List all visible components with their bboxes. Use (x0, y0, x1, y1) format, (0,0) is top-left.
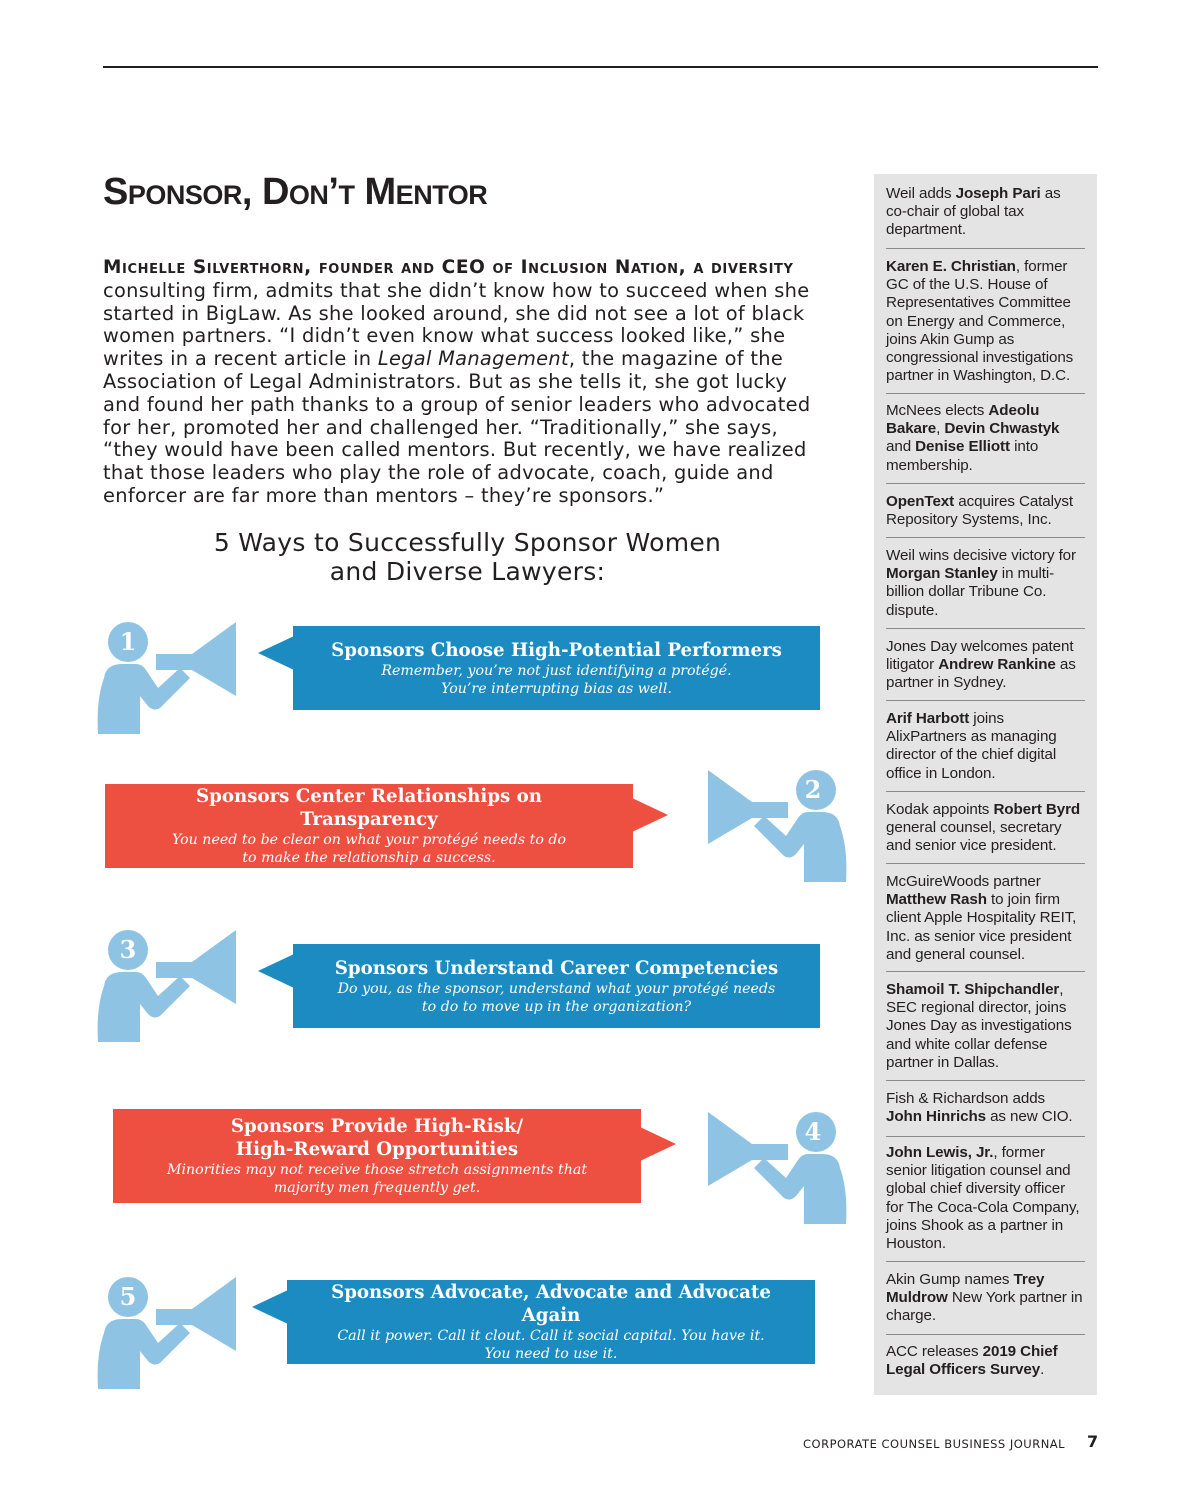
step-4-title-1: Sponsors Provide High-Risk/ (230, 1116, 524, 1137)
step-4-banner (113, 1109, 641, 1203)
news-sidebar (874, 174, 1097, 1395)
sidebar-item-text: Kodak appoints (886, 801, 994, 818)
step-3-banner (293, 944, 820, 1028)
step-5-banner-tail (252, 1290, 288, 1324)
step-5-number: 5 (119, 1282, 137, 1311)
sidebar-item-text: joins AlixPartners as managing director of the chief digital office in London. (886, 710, 1057, 782)
step-2-subtitle-1: You need to be clear on what your protégé needs to do (171, 832, 566, 848)
sidebar-divider (886, 1261, 1085, 1262)
sidebar-item-text: general counsel, secretary and senior vice president. (886, 819, 1062, 855)
sidebar-item-text: Fish & Richardson adds (886, 1090, 1046, 1107)
page-number: 7 (1087, 1432, 1099, 1451)
sidebar-item (886, 1343, 1085, 1379)
sidebar-item (886, 258, 1085, 385)
sidebar-item-name: Joseph Pari (955, 185, 1041, 202)
sidebar-item (886, 1090, 1085, 1126)
step-2-subtitle-2: to make the relationship a success. (242, 850, 496, 866)
sidebar-item-text: to join firm client Apple Hospitality REIT, Inc. as senior vice president and general counsel. (886, 891, 1077, 963)
ways-title-line-1: 5 Ways to Successfully Sponsor Women (213, 528, 722, 557)
sidebar-item-text: into membership. (886, 438, 1039, 474)
sidebar-divider (886, 971, 1085, 972)
step-3-subtitle-2: to do to move up in the organization? (421, 998, 692, 1015)
sidebar-item-text: McNees elects (886, 402, 989, 419)
sidebar-item-name: Trey Muldrow (886, 1271, 1045, 1307)
sidebar-item-text: and (886, 438, 916, 456)
step-2-title: Sponsors Center Relationships on Transparency (196, 786, 542, 830)
sidebar-item-name: John Hinrichs (886, 1108, 986, 1126)
step-1-subtitle-1: Remember, you’re not just identifying a protégé. (381, 662, 732, 679)
sidebar-item (886, 402, 1085, 475)
intro-text-1: consulting firm, admits that she didn’t know how to succeed when she started in BigLaw. As she looked around, she did not see a lot of black women partners. “I didn’t even know what success looked like,” she writes in a recent article in (103, 278, 810, 371)
article-headline: Sponsor, Don’t Mentor (103, 171, 488, 213)
intro-lead: Michelle Silverthorn, founder and CEO of Inclusion Nation, a diversity (103, 257, 794, 278)
sidebar-item-text: Akin Gump names (886, 1271, 1014, 1288)
sidebar-item-text: Jones Day welcomes patent litigator (886, 638, 1074, 674)
step-3-subtitle-1: Do you, as the sponsor, understand what your protégé needs (337, 980, 776, 997)
sidebar-item (886, 1144, 1085, 1253)
sidebar-divider (886, 628, 1085, 629)
sidebar-item (886, 638, 1085, 693)
sidebar-item-text: as co-chair of global tax department. (886, 185, 1061, 239)
step-3-banner-tail (258, 954, 294, 988)
sidebar-divider (886, 537, 1085, 538)
sidebar-item-text: , (936, 420, 945, 438)
step-5-title: Sponsors Advocate, Advocate and Advocate Again (331, 1282, 771, 1326)
sidebar-item-text: as new CIO. (985, 1108, 1073, 1126)
step-4-banner-tail (640, 1127, 676, 1161)
sidebar-divider (886, 700, 1085, 701)
sidebar-item (886, 981, 1085, 1072)
sidebar-item-name: 2019 Chief Legal Officers Survey (886, 1343, 1058, 1379)
step-1-title: Sponsors Choose High-Potential Performers (331, 639, 782, 661)
step-5-subtitle-1: Call it power. Call it clout. Call it social capital. You have it. (337, 1328, 765, 1344)
sidebar-item-name: Andrew Rankine (938, 656, 1056, 674)
sidebar-item (886, 710, 1085, 783)
step-1-banner (293, 626, 820, 710)
sidebar-item-name: Adeolu Bakare (886, 402, 1040, 438)
sidebar-item (886, 547, 1085, 620)
sidebar-divider (886, 248, 1085, 249)
step-3-title: Sponsors Understand Career Competencies (334, 957, 779, 979)
step-4-subtitle-1: Minorities may not receive those stretch assignments that (166, 1162, 588, 1178)
sidebar-item-name: Devin Chwastyk (944, 420, 1060, 438)
sidebar-item-text: , former senior litigation counsel and global chief diversity officer for The Coca-Cola Company, joins Shook as a partner in Houston. (886, 1144, 1080, 1253)
step-5-subtitle-2: You need to use it. (484, 1346, 618, 1362)
sidebar-item-name: Robert Byrd (993, 801, 1081, 818)
step-4-number: 4 (804, 1117, 822, 1146)
sidebar-item-text: ACC releases (886, 1343, 983, 1360)
step-2-banner-tail (632, 798, 668, 832)
top-rule (103, 66, 1098, 68)
footer-publication: CORPORATE COUNSEL BUSINESS JOURNAL (803, 1437, 1066, 1451)
step-5-banner (287, 1280, 815, 1364)
sidebar-item (886, 493, 1085, 529)
sidebar-divider (886, 1080, 1085, 1081)
step-2-number: 2 (804, 775, 822, 804)
sidebar-item (886, 873, 1085, 964)
sidebar-item-name: Denise Elliott (915, 438, 1010, 456)
sidebar-item-text: McGuireWoods partner (886, 873, 1041, 890)
sidebar-divider (886, 1136, 1085, 1137)
intro-publication: Legal Management (377, 347, 569, 371)
sidebar-item (886, 801, 1085, 856)
article-intro (103, 256, 823, 508)
sidebar-item-text: Weil wins decisive victory for (886, 547, 1076, 564)
step-3-number: 3 (119, 935, 137, 964)
sidebar-item-name: Morgan Stanley (886, 565, 998, 583)
sidebar-divider (886, 1334, 1085, 1335)
sidebar-item-text: Weil adds (886, 185, 956, 202)
sidebar-item (886, 185, 1085, 240)
ways-title-line-2: and Diverse Lawyers: (329, 557, 606, 586)
sidebar-item-text: New York partner in charge. (886, 1289, 1083, 1325)
step-1-number: 1 (119, 627, 137, 656)
sidebar-item (886, 1271, 1085, 1326)
step-4-subtitle-2: majority men frequently get. (273, 1180, 481, 1196)
sidebar-item-text: . (1040, 1361, 1045, 1379)
sidebar-divider (886, 393, 1085, 394)
step-1-banner-tail (258, 636, 294, 670)
sidebar-divider (886, 863, 1085, 864)
intro-text-2: , the magazine of the Association of Legal Administrators. But as she tells it, she got lucky and found her path thanks to a group of senior leaders who advocated for her, promoted her and challenged her. “Traditionally,” she says, “they would have been called mentors. But recently, we have realized that those leaders who play the role of advocate, coach, guide and enforcer are far more than mentors – they’re sponsors.” (103, 347, 811, 507)
sidebar-item-name: Shamoil T. Shipchandler (886, 981, 1060, 998)
sidebar-divider (886, 483, 1085, 484)
sidebar-item-text: acquires Catalyst Repository Systems, Inc. (886, 493, 1074, 529)
ways-title (170, 528, 765, 586)
sidebar-item-text: , SEC regional director, joins Jones Day as investigations and white collar defense partner in Dallas. (886, 981, 1072, 1071)
sidebar-divider (886, 791, 1085, 792)
sidebar-item-name: John Lewis, Jr. (886, 1144, 994, 1161)
step-1-subtitle-2: You’re interrupting bias as well. (441, 680, 672, 697)
sidebar-item-text: as partner in Sydney. (886, 656, 1076, 692)
sidebar-item-name: Karen E. Christian (886, 258, 1016, 275)
step-4-title-2: High-Reward Opportunities (235, 1139, 519, 1160)
sidebar-item-name: OpenText (886, 493, 955, 510)
sidebar-item-name: Arif Harbott (886, 710, 970, 727)
step-2-banner (105, 784, 633, 868)
sidebar-item-text: in multi-billion dollar Tribune Co. dispute. (886, 565, 1055, 619)
sidebar-item-name: Matthew Rash (886, 891, 987, 909)
sidebar-item-text: , former GC of the U.S. House of Representatives Committee on Energy and Commerce, joins Akin Gump as congressional investigations partner in Washington, D.C. (886, 258, 1074, 385)
